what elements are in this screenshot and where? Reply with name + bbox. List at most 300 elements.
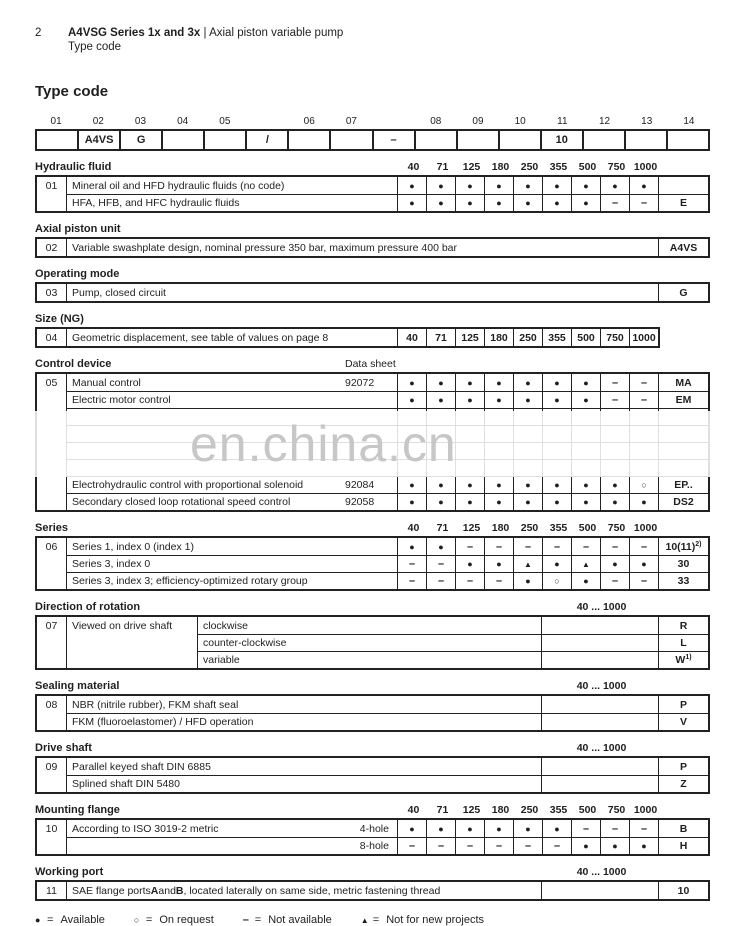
size-column-label: 500: [578, 804, 597, 816]
table-row: [37, 713, 708, 730]
description-cell: Variable swashplate design, nominal pressure 350 bar, maximum pressure 400 bar: [72, 241, 458, 254]
available-dot-icon: ●: [484, 177, 513, 194]
description-cell: Splined shaft DIN 5480: [67, 775, 541, 792]
legend-item: [243, 914, 332, 926]
available-dot-icon: ●: [542, 194, 571, 211]
row-number: 07: [37, 617, 67, 634]
available-dot-icon: ●: [397, 820, 426, 837]
typecode-cell: [161, 131, 203, 149]
empty-cell: [541, 775, 658, 792]
typecode-column-label: 08: [430, 116, 442, 127]
available-dot-icon: ●: [426, 820, 455, 837]
description-cell: HFA, HFB, and HFC hydraulic fluids: [67, 194, 397, 211]
available-dot-icon: ●: [629, 493, 658, 510]
size-column-label: 71: [436, 804, 449, 816]
available-dot-icon: ●: [455, 555, 484, 572]
typecode-cell: [666, 131, 708, 149]
size-cell: 750: [600, 329, 629, 346]
code-text: G: [679, 286, 688, 299]
table-row: [37, 177, 708, 194]
row-number: [37, 391, 67, 408]
table-row: [37, 651, 708, 668]
size-column-label: 355: [549, 522, 568, 534]
description-cell: Manual control: [72, 376, 141, 389]
not-available-dash-icon: –: [629, 391, 658, 408]
description-segment: SAE flange ports: [72, 884, 151, 897]
code-cell: [658, 555, 708, 572]
typecode-column-label: 06: [303, 116, 315, 127]
size-cell: 125: [455, 329, 484, 346]
available-dot-icon: ●: [629, 555, 658, 572]
typecode-cell: /: [245, 131, 287, 149]
size-column-label: 1000: [633, 522, 658, 534]
not-available-dash-icon: –: [513, 837, 542, 854]
legend-item: [35, 914, 105, 926]
available-dot-icon: ●: [542, 493, 571, 510]
typecode-cell: [287, 131, 329, 149]
code-text: B: [679, 822, 688, 835]
datasheet-label: Data sheet: [345, 358, 396, 370]
hole-pattern-label: 8-hole: [328, 837, 397, 854]
typecode-cell: [414, 131, 456, 149]
empty-cell: [541, 713, 658, 730]
available-dot-icon: ●: [484, 493, 513, 510]
section-mounting-flange: [35, 804, 710, 856]
section-table: [35, 237, 710, 258]
size-column-label: 180: [491, 522, 510, 534]
empty-cell: [541, 758, 658, 775]
section-table: [35, 756, 710, 794]
table-row: [37, 239, 708, 256]
footnote-marker: 1): [685, 654, 692, 661]
section-table: [35, 327, 660, 348]
on-request-circle-icon: ○: [542, 572, 571, 589]
size-column-label: 40: [407, 522, 420, 534]
available-dot-icon: ●: [426, 374, 455, 391]
sub-description-cell: [67, 634, 197, 651]
size-column-label: 750: [607, 804, 626, 816]
size-column-labels: [399, 522, 660, 534]
section-table: [35, 615, 710, 670]
description-cell: Parallel keyed shaft DIN 6885: [72, 760, 211, 773]
table-row: [37, 837, 708, 854]
description-cell: [67, 837, 328, 854]
section-title: Series: [35, 522, 69, 534]
available-dot-icon: ●: [484, 374, 513, 391]
code-text: V: [679, 716, 687, 728]
empty-cell: [541, 696, 658, 713]
not-available-dash-icon: –: [455, 837, 484, 854]
table-row: [37, 284, 708, 301]
available-dot-icon: ●: [426, 177, 455, 194]
legend-label: Not for new projects: [386, 914, 485, 926]
page-title: Type code: [35, 83, 109, 100]
available-dot-icon: ●: [455, 391, 484, 408]
size-column-label: 750: [607, 161, 626, 173]
section-operating-mode: [35, 268, 710, 303]
document-title-bold: A4VSG Series 1x and 3x: [68, 27, 201, 39]
footnote-marker: 2): [695, 540, 702, 548]
row-number: 10: [37, 820, 67, 837]
not-available-dash-icon: –: [600, 374, 629, 391]
not-available-dash-icon: –: [484, 572, 513, 589]
available-dot-icon: ●: [542, 555, 571, 572]
typecode-column-label: [246, 116, 288, 129]
section-control-device: [35, 358, 710, 512]
on-request-circle-icon: ○: [629, 476, 658, 493]
table-row: [37, 194, 708, 211]
typecode-table: [35, 116, 710, 151]
title-divider: |: [200, 27, 210, 39]
code-cell: [658, 634, 708, 651]
description-cell: Geometric displacement, see table of values on page 8: [72, 331, 329, 344]
section-working-port: [35, 866, 710, 901]
row-number: 04: [37, 329, 67, 346]
typecode-column-label: 02: [92, 116, 104, 127]
size-cell: 40: [397, 329, 426, 346]
not-available-dash-icon: –: [629, 374, 658, 391]
available-dot-icon: ●: [629, 837, 658, 854]
size-cell: 1000: [629, 329, 658, 346]
code-cell: [658, 284, 708, 301]
available-dot-icon: ●: [426, 476, 455, 493]
typecode-column-label: 13: [641, 116, 653, 127]
available-dot-icon: ●: [542, 391, 571, 408]
typecode-column-label: 09: [472, 116, 484, 127]
not-available-dash-icon: –: [542, 837, 571, 854]
available-dot-icon: ●: [397, 493, 426, 510]
legend-equals: =: [47, 914, 54, 926]
section-table: [35, 818, 710, 856]
size-column-label: 125: [462, 161, 481, 173]
size-column-label: 125: [462, 522, 481, 534]
row-number: [37, 194, 67, 211]
available-dot-icon: ●: [513, 194, 542, 211]
typecode-column-label: 12: [598, 116, 611, 127]
section-header: [35, 804, 710, 818]
code-text: Z: [680, 778, 687, 790]
section-header: [35, 223, 710, 237]
size-range-label: 40 ... 1000: [576, 601, 627, 613]
size-column-label: 500: [578, 522, 597, 534]
code-cell: [658, 837, 708, 854]
description-cell: Mineral oil and HFD hydraulic fluids (no code): [72, 179, 285, 192]
description-cell: Series 3, index 0: [67, 555, 397, 572]
available-dot-icon: ●: [455, 194, 484, 211]
size-column-label: 1000: [633, 804, 658, 816]
size-column-label: 71: [436, 161, 449, 173]
section-title: Mounting flange: [35, 804, 120, 816]
section-title: Axial piston unit: [35, 223, 121, 235]
sections-host: [35, 161, 710, 901]
section-title: Operating mode: [35, 268, 120, 280]
legend-item: [134, 914, 214, 926]
typecode-cell: A4VS: [77, 131, 119, 149]
row-number: 06: [37, 538, 67, 555]
datasheet-cell: [343, 391, 397, 408]
available-dot-icon: ●: [513, 493, 542, 510]
typecode-cell: [203, 131, 245, 149]
description-segment: and: [158, 884, 176, 897]
size-cell: 355: [542, 329, 571, 346]
sub-description-cell: Viewed on drive shaft: [72, 619, 173, 632]
not-available-dash-icon: –: [600, 538, 629, 555]
size-cell: 500: [571, 329, 600, 346]
legend-label: Available: [60, 914, 105, 926]
code-text: EP..: [674, 479, 693, 491]
section-header: [35, 268, 710, 282]
section-table: [35, 372, 710, 512]
available-dot-icon: ●: [571, 837, 600, 854]
available-dot-icon: ●: [426, 538, 455, 555]
typecode-column-label: [373, 116, 415, 129]
available-dot-icon: ●: [426, 493, 455, 510]
option-cell: variable: [197, 651, 541, 668]
row-number: 03: [37, 284, 67, 301]
not-available-dash-icon: –: [397, 555, 426, 572]
table-row: [37, 775, 708, 792]
section-header: [35, 601, 710, 615]
typecode-cell: [624, 131, 666, 149]
not-available-dash-icon: –: [571, 820, 600, 837]
not-available-dash-icon: –: [484, 538, 513, 555]
code-cell: [658, 391, 708, 408]
not-available-dash-icon: –: [629, 538, 658, 555]
section-title: Sealing material: [35, 680, 120, 692]
table-row: [37, 555, 708, 572]
datasheet-cell: 92072: [345, 376, 375, 389]
available-dot-icon: ●: [484, 820, 513, 837]
row-number: [37, 775, 67, 792]
table-row: [37, 493, 708, 510]
not-for-new-projects-triangle-icon: ▲: [513, 555, 542, 572]
document-header: [35, 26, 710, 40]
typecode-column-label: 01: [50, 116, 62, 127]
available-dot-icon: ●: [600, 476, 629, 493]
not-available-dash-icon: –: [455, 572, 484, 589]
available-dot-icon: ●: [571, 374, 600, 391]
legend-equals: =: [254, 914, 262, 926]
description-cell: Pump, closed circuit: [72, 286, 166, 299]
size-column-label: 1000: [633, 161, 658, 173]
available-dot-icon: ●: [513, 572, 542, 589]
size-column-label: 180: [491, 161, 510, 173]
code-cell: [658, 617, 708, 634]
table-row: [37, 374, 708, 391]
empty-cell: [541, 617, 658, 634]
code-cell: [658, 239, 708, 256]
typecode-column-label: 07: [345, 116, 357, 127]
code-text: R: [679, 619, 688, 632]
not-available-dash-icon: –: [629, 572, 658, 589]
size-range-label: 40 ... 1000: [576, 742, 627, 754]
available-dot-icon: ●: [484, 391, 513, 408]
typecode-cells: [35, 129, 710, 151]
option-cell: clockwise: [197, 617, 541, 634]
row-number: 01: [37, 177, 67, 194]
available-dot-icon: ●: [426, 391, 455, 408]
description-cell: FKM (fluoroelastomer) / HFD operation: [67, 713, 541, 730]
available-dot-icon: ●: [571, 391, 600, 408]
available-dot-icon: ●: [513, 820, 542, 837]
table-row: [37, 882, 708, 899]
typecode-cell: G: [119, 131, 161, 149]
page-number: 2: [35, 27, 42, 39]
section-sealing-material: [35, 680, 710, 732]
not-available-dash-icon: –: [571, 538, 600, 555]
typecode-cell: [498, 131, 540, 149]
not-available-dash-icon: –: [600, 820, 629, 837]
typecode-cell: [456, 131, 498, 149]
typecode-column-label: 03: [134, 116, 147, 127]
not-available-dash-icon: –: [242, 914, 249, 926]
table-row: [37, 391, 708, 408]
code-cell: [658, 758, 708, 775]
not-for-new-projects-triangle-icon: ▲: [360, 915, 369, 925]
code-text: DS2: [673, 496, 694, 508]
code-text: W: [675, 654, 686, 666]
table-row: [37, 634, 708, 651]
row-number: [37, 837, 67, 854]
section-size-ng-: [35, 313, 710, 348]
available-dot-icon: ●: [542, 820, 571, 837]
not-available-dash-icon: –: [542, 538, 571, 555]
available-dot-icon: ●: [455, 493, 484, 510]
available-dot-icon: ●: [455, 476, 484, 493]
code-text: 30: [677, 558, 690, 570]
row-number: 05: [37, 374, 67, 391]
watermark-text: en.china.cn: [190, 416, 457, 472]
section-title: Control device: [35, 358, 112, 370]
available-dot-icon: ●: [571, 476, 600, 493]
option-cell: counter-clockwise: [197, 634, 541, 651]
not-available-dash-icon: –: [397, 837, 426, 854]
code-cell: [658, 651, 708, 668]
not-available-dash-icon: –: [600, 391, 629, 408]
row-number: [37, 555, 67, 572]
section-header: [35, 358, 710, 372]
legend-equals: =: [145, 914, 153, 926]
hole-pattern-label: 4-hole: [359, 822, 389, 835]
available-dot-icon: ●: [600, 493, 629, 510]
available-dot-icon: ●: [542, 374, 571, 391]
size-cell: 250: [513, 329, 542, 346]
code-text: P: [679, 760, 687, 773]
not-available-dash-icon: –: [455, 538, 484, 555]
row-number: [37, 476, 67, 493]
document-title: [68, 26, 343, 40]
typecode-cell: [582, 131, 624, 149]
section-table: [35, 880, 710, 901]
section-title: Hydraulic fluid: [35, 161, 112, 173]
size-column-label: 750: [607, 522, 626, 534]
available-dot-icon: ●: [571, 177, 600, 194]
description-segment: B: [175, 884, 184, 897]
description-cell: According to ISO 3019-2 metric: [72, 822, 219, 835]
size-cell: 180: [484, 329, 513, 346]
section-header: [35, 866, 710, 880]
available-dot-icon: ●: [600, 837, 629, 854]
typecode-column-label: 11: [557, 116, 568, 127]
code-cell: [658, 476, 708, 493]
section-header: [35, 680, 710, 694]
available-dot-icon: ●: [397, 194, 426, 211]
available-dot-icon: ●: [397, 391, 426, 408]
code-cell: [658, 493, 708, 510]
available-dot-icon: ●: [600, 177, 629, 194]
typecode-column-label: 04: [177, 116, 189, 127]
description-cell: Electrohydraulic control with proportional solenoid: [67, 476, 343, 493]
available-dot-icon: ●: [397, 177, 426, 194]
row-number: 09: [37, 758, 67, 775]
available-dot-icon: ●: [426, 194, 455, 211]
typecode-column-label: 14: [683, 116, 695, 127]
available-dot-icon: ●: [571, 572, 600, 589]
size-column-label: 500: [578, 161, 597, 173]
code-cell: [658, 177, 708, 194]
page-content: [35, 26, 710, 926]
description-cell: Electric motor control: [67, 391, 343, 408]
not-available-dash-icon: –: [397, 572, 426, 589]
code-cell: [658, 775, 708, 792]
empty-cell: [541, 882, 658, 899]
description-cell: NBR (nitrile rubber), FKM shaft seal: [72, 698, 239, 711]
section-table: [35, 175, 710, 213]
code-text: E: [679, 197, 687, 209]
section-title: Drive shaft: [35, 742, 92, 754]
section-title: Direction of rotation: [35, 601, 141, 613]
section-header: [35, 313, 710, 327]
description-segment: , located laterally on same side, metric fastening thread: [183, 884, 441, 897]
section-header: [35, 522, 710, 536]
code-cell: [658, 713, 708, 730]
legend-label: Not available: [268, 914, 332, 926]
legend-label: On request: [159, 914, 214, 926]
available-dot-icon: ●: [484, 194, 513, 211]
size-column-label: 250: [520, 161, 539, 173]
code-cell: [658, 696, 708, 713]
code-cell: [658, 882, 708, 899]
size-column-label: 40: [407, 804, 420, 816]
available-dot-icon: ●: [455, 177, 484, 194]
empty-cell: [541, 634, 658, 651]
legend: [35, 914, 710, 926]
section-table: [35, 536, 710, 591]
section-axial-piston-unit: [35, 223, 710, 258]
watermark: [0, 411, 752, 477]
available-dot-icon: ●: [397, 374, 426, 391]
description-segment: A: [150, 884, 159, 897]
not-available-dash-icon: –: [426, 837, 455, 854]
not-available-dash-icon: –: [600, 194, 629, 211]
row-number: 08: [37, 696, 67, 713]
table-row: [37, 572, 708, 589]
size-column-labels: [399, 804, 660, 816]
description-cell: Series 1, index 0 (index 1): [72, 540, 194, 553]
size-column-label: 355: [549, 804, 568, 816]
typecode-cell: –: [372, 131, 414, 149]
typecode-column-label: 05: [219, 116, 231, 127]
section-hydraulic-fluid: [35, 161, 710, 213]
available-dot-icon: ●: [455, 374, 484, 391]
available-dot-icon: ●: [513, 476, 542, 493]
not-available-dash-icon: –: [629, 820, 658, 837]
not-available-dash-icon: –: [426, 555, 455, 572]
size-column-label: 125: [462, 804, 481, 816]
on-request-circle-icon: ○: [133, 915, 140, 925]
available-dot-icon: ●: [513, 374, 542, 391]
legend-item: [361, 914, 484, 926]
